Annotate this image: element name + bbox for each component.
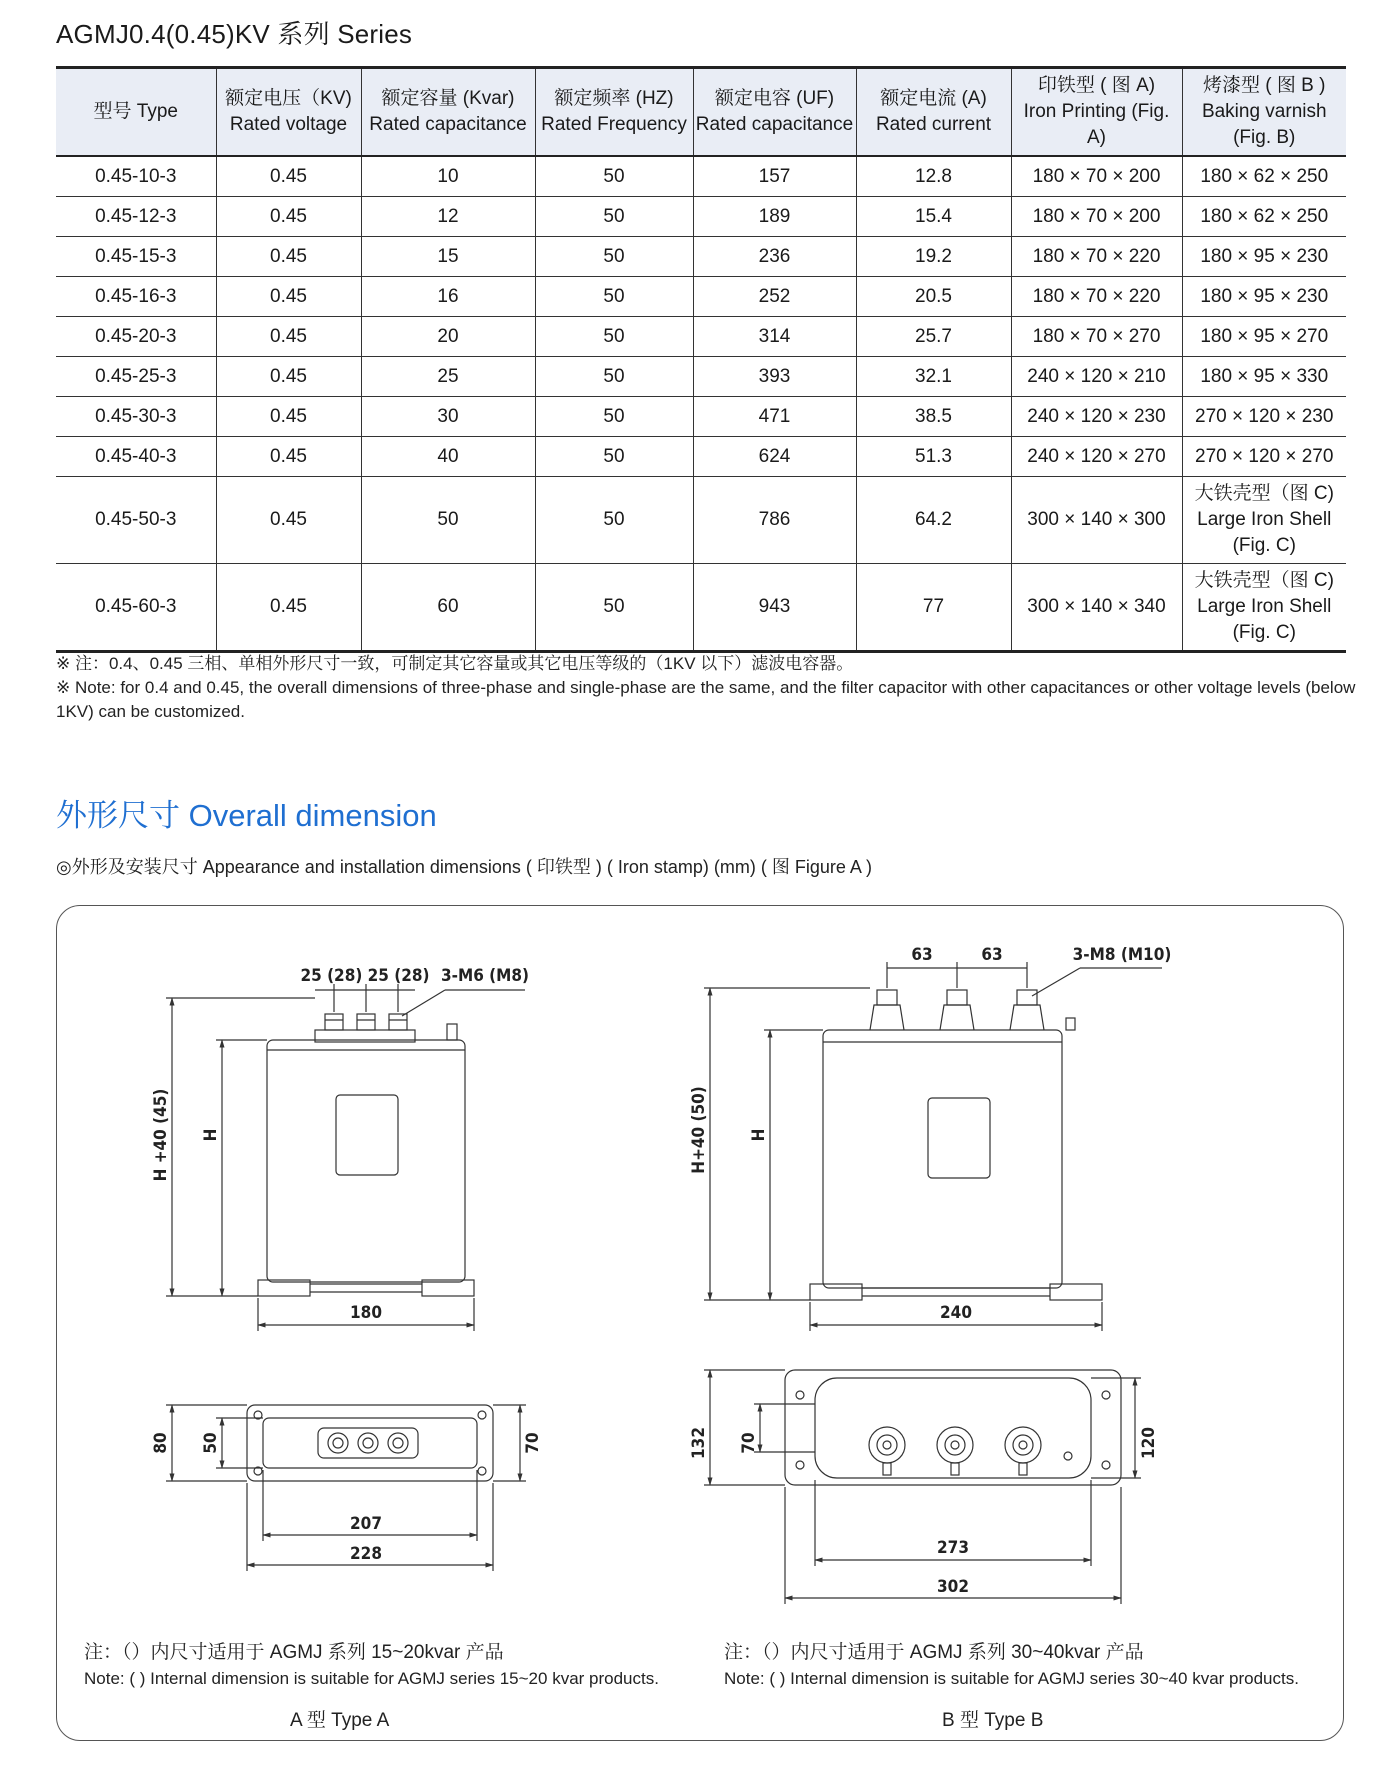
table-cell: 20.5 bbox=[856, 277, 1011, 317]
section-title: 外形尺寸 Overall dimension bbox=[56, 798, 437, 833]
table-cell: 624 bbox=[693, 437, 856, 477]
a-height: H bbox=[201, 1128, 221, 1142]
table-cell: 10 bbox=[361, 156, 535, 197]
b-terminal-spacing-2: 63 bbox=[981, 945, 1003, 965]
table-cell: 240 × 120 × 270 bbox=[1011, 437, 1182, 477]
column-header-text: 额定容量 (Kvar) bbox=[381, 88, 515, 109]
column-header-text: 烤漆型 ( 图 B ) bbox=[1203, 75, 1326, 96]
table-cell: 180 × 95 × 330 bbox=[1182, 357, 1346, 397]
table-cell: 60 bbox=[361, 564, 535, 652]
table-cell: 0.45-15-3 bbox=[56, 237, 216, 277]
b-bottom-width-inner: 273 bbox=[937, 1538, 969, 1558]
column-header-text: Rated voltage bbox=[229, 114, 348, 135]
table-cell: 270 × 120 × 270 bbox=[1182, 437, 1346, 477]
table-cell: 180 × 62 × 250 bbox=[1182, 197, 1346, 237]
table-cell: 0.45 bbox=[216, 277, 361, 317]
table-cell: 240 × 120 × 230 bbox=[1011, 397, 1182, 437]
table-cell: 0.45 bbox=[216, 437, 361, 477]
a-bottom-width-inner: 207 bbox=[350, 1514, 382, 1534]
table-cell: 180 × 70 × 200 bbox=[1011, 156, 1182, 197]
a-width: 180 bbox=[350, 1303, 382, 1323]
b-terminal-spec: 3-M8 (M10) bbox=[1072, 945, 1172, 965]
table-cell: 50 bbox=[535, 477, 693, 564]
type-a-label: A 型 Type A bbox=[290, 1710, 390, 1731]
note-en: ※ Note: for 0.4 and 0.45, the overall dimensions of three-phase and single-phase are the same, and the filter capacitor with other capacitances or other voltage levels (below 1KV) can be customized. bbox=[56, 678, 1356, 721]
table-cell: 12.8 bbox=[856, 156, 1011, 197]
table-cell: 0.45-16-3 bbox=[56, 277, 216, 317]
table-cell: 50 bbox=[535, 317, 693, 357]
a-bottom-depth-inner: 50 bbox=[201, 1432, 221, 1454]
table-cell: 393 bbox=[693, 357, 856, 397]
table-cell-line: (Fig. C) bbox=[1232, 622, 1296, 643]
table-cell: 12 bbox=[361, 197, 535, 237]
b-terminal-spacing-1: 63 bbox=[911, 945, 933, 965]
type-b-front-view bbox=[810, 990, 1102, 1300]
table-cell-line: 大铁壳型（图 C) bbox=[1194, 483, 1334, 504]
type-a-bottom-view bbox=[247, 1405, 493, 1481]
column-header-text: A) bbox=[1087, 127, 1106, 148]
b-bottom-right: 120 bbox=[1139, 1427, 1159, 1459]
table-cell: 0.45-30-3 bbox=[56, 397, 216, 437]
table-cell: 50 bbox=[535, 397, 693, 437]
type-b-label: B 型 Type B bbox=[942, 1710, 1044, 1731]
table-cell: 50 bbox=[535, 156, 693, 197]
b-note-en: Note: ( ) Internal dimension is suitable for AGMJ series 30~40 kvar products. bbox=[724, 1669, 1299, 1688]
table-cell: 0.45-10-3 bbox=[56, 156, 216, 197]
table-cell: 0.45 bbox=[216, 317, 361, 357]
note-cn: ※ 注：0.4、0.45 三相、单相外形尺寸一致，可制定其它容量或其它电压等级的（1KV 以下）滤波电容器。 bbox=[56, 654, 854, 673]
table-cell: 25.7 bbox=[856, 317, 1011, 357]
b-height-total: H+40 (50) bbox=[689, 1086, 709, 1174]
table-cell: 0.45 bbox=[216, 477, 361, 564]
table-cell: 157 bbox=[693, 156, 856, 197]
table-cell: 50 bbox=[535, 197, 693, 237]
b-bottom-depth-inner: 70 bbox=[739, 1432, 759, 1454]
table-cell: 50 bbox=[361, 477, 535, 564]
table-cell: 240 × 120 × 210 bbox=[1011, 357, 1182, 397]
b-width: 240 bbox=[940, 1303, 972, 1323]
column-header-text: Rated capacitance bbox=[695, 114, 854, 135]
a-note-cn: 注：（）内尺寸适用于 AGMJ 系列 15~20kvar 产品 bbox=[84, 1642, 504, 1663]
table-cell: 19.2 bbox=[856, 237, 1011, 277]
table-cell: 270 × 120 × 230 bbox=[1182, 397, 1346, 437]
table-cell: 16 bbox=[361, 277, 535, 317]
table-cell: 180 × 95 × 230 bbox=[1182, 237, 1346, 277]
table-cell: 471 bbox=[693, 397, 856, 437]
column-header-text: 额定频率 (HZ) bbox=[554, 88, 674, 109]
table-cell: 40 bbox=[361, 437, 535, 477]
a-terminal-spacing: 25 (28) 25 (28) bbox=[300, 966, 430, 986]
table-cell: 0.45 bbox=[216, 564, 361, 652]
column-header-text: Baking varnish bbox=[1201, 101, 1327, 122]
table-cell: 236 bbox=[693, 237, 856, 277]
b-bottom-width-outer: 302 bbox=[937, 1577, 969, 1597]
table-cell: 180 × 70 × 270 bbox=[1011, 317, 1182, 357]
table-cell: 300 × 140 × 300 bbox=[1011, 477, 1182, 564]
table-cell: 15 bbox=[361, 237, 535, 277]
table-cell: 180 × 70 × 200 bbox=[1011, 197, 1182, 237]
table-cell: 51.3 bbox=[856, 437, 1011, 477]
a-terminal-spec: 3-M6 (M8) bbox=[440, 966, 530, 986]
table-cell: 0.45 bbox=[216, 197, 361, 237]
table-cell-line: (Fig. C) bbox=[1232, 535, 1296, 556]
table-cell: 0.45 bbox=[216, 156, 361, 197]
table-cell: 25 bbox=[361, 357, 535, 397]
column-header-text: 型号 Type bbox=[93, 101, 178, 122]
table-cell: 50 bbox=[535, 237, 693, 277]
a-height-total: H +40 (45) bbox=[151, 1088, 171, 1182]
type-b-bottom-view bbox=[785, 1370, 1121, 1485]
table-cell: 50 bbox=[535, 277, 693, 317]
b-bottom-depth-outer: 132 bbox=[689, 1427, 709, 1459]
table-cell: 300 × 140 × 340 bbox=[1011, 564, 1182, 652]
table-cell: 0.45-20-3 bbox=[56, 317, 216, 357]
a-bottom-width-outer: 228 bbox=[350, 1544, 382, 1564]
column-header-text: Iron Printing (Fig. bbox=[1023, 101, 1170, 122]
column-header-text: Rated Frequency bbox=[541, 114, 687, 135]
table-cell: 180 × 62 × 250 bbox=[1182, 156, 1346, 197]
table-cell: 180 × 95 × 230 bbox=[1182, 277, 1346, 317]
table-cell: 314 bbox=[693, 317, 856, 357]
table-cell: 20 bbox=[361, 317, 535, 357]
table-cell: 64.2 bbox=[856, 477, 1011, 564]
table-cell: 189 bbox=[693, 197, 856, 237]
a-bottom-right: 70 bbox=[523, 1432, 543, 1454]
subtitle: ◎外形及安装尺寸 Appearance and installation dimensions ( 印铁型 ) ( Iron stamp) (mm) ( 图 Figure A ) bbox=[56, 857, 872, 877]
table-cell: 15.4 bbox=[856, 197, 1011, 237]
table-cell: 0.45-12-3 bbox=[56, 197, 216, 237]
a-bottom-depth-outer: 80 bbox=[151, 1432, 171, 1454]
table-cell: 786 bbox=[693, 477, 856, 564]
table-cell: 180 × 70 × 220 bbox=[1011, 237, 1182, 277]
table-cell: 50 bbox=[535, 357, 693, 397]
table-cell-line: 大铁壳型（图 C) bbox=[1194, 570, 1334, 591]
column-header-text: 额定电流 (A) bbox=[880, 88, 987, 109]
table-cell: 50 bbox=[535, 437, 693, 477]
table-cell: 943 bbox=[693, 564, 856, 652]
table-cell: 0.45 bbox=[216, 357, 361, 397]
table-cell: 0.45-60-3 bbox=[56, 564, 216, 652]
column-header-text: 额定电压（KV) bbox=[225, 88, 352, 109]
table-cell-line: Large Iron Shell bbox=[1197, 509, 1332, 530]
table-cell: 252 bbox=[693, 277, 856, 317]
b-height: H bbox=[749, 1128, 769, 1142]
column-header-text: (Fig. B) bbox=[1233, 127, 1296, 148]
table-cell: 38.5 bbox=[856, 397, 1011, 437]
column-header-text: 印铁型 ( 图 A) bbox=[1037, 75, 1156, 96]
type-a-front-view bbox=[258, 1014, 474, 1296]
table-cell: 50 bbox=[535, 564, 693, 652]
table-cell: 0.45-25-3 bbox=[56, 357, 216, 397]
table-cell: 0.45 bbox=[216, 397, 361, 437]
series-title: AGMJ0.4(0.45)KV 系列 Series bbox=[56, 19, 413, 49]
table-cell: 77 bbox=[856, 564, 1011, 652]
a-note-en: Note: ( ) Internal dimension is suitable for AGMJ series 15~20 kvar products. bbox=[84, 1669, 659, 1688]
table-cell: 0.45-50-3 bbox=[56, 477, 216, 564]
table-cell: 32.1 bbox=[856, 357, 1011, 397]
table-cell: 0.45 bbox=[216, 237, 361, 277]
table-cell: 180 × 95 × 270 bbox=[1182, 317, 1346, 357]
b-note-cn: 注：（）内尺寸适用于 AGMJ 系列 30~40kvar 产品 bbox=[724, 1642, 1144, 1663]
column-header-text: Rated capacitance bbox=[369, 114, 527, 135]
table-cell: 0.45-40-3 bbox=[56, 437, 216, 477]
table-cell: 180 × 70 × 220 bbox=[1011, 277, 1182, 317]
column-header-text: Rated current bbox=[875, 114, 992, 135]
column-header-text: 额定电容 (UF) bbox=[714, 88, 835, 109]
table-cell: 30 bbox=[361, 397, 535, 437]
table-cell-line: Large Iron Shell bbox=[1197, 596, 1332, 617]
